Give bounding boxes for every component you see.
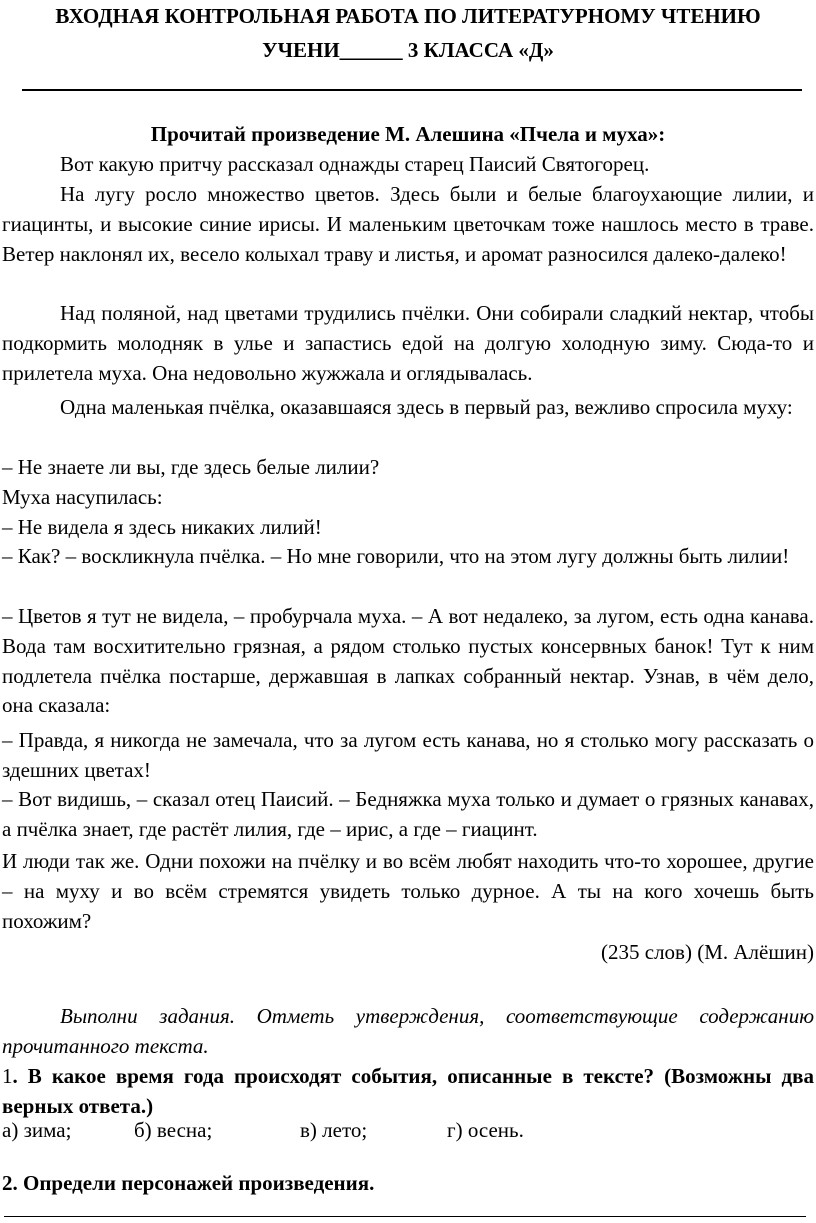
dialogue-line-2: – Не видела я здесь никаких лилий! (2, 515, 322, 539)
source-attribution: (235 слов) (М. Алёшин) (601, 940, 814, 964)
paragraph-4: Одна маленькая пчёлка, оказавшаяся здесь в первый раз, вежливо спросила муху: (60, 395, 793, 419)
question-2: 2. Определи персонажей произведения. (2, 1171, 375, 1195)
option-b: б) весна; (134, 1118, 213, 1142)
paragraph-3: Над поляной, над цветами трудились пчёлки. Они собирали сладкий нектар, чтобы подкормить молодняк в улье и запастись едой на долгую холодную зиму. Сюда-то и прилетела муха. Она недовольно жужжала и оглядывалась. (2, 301, 814, 385)
option-a: а) зима; (2, 1118, 72, 1142)
dialogue-line-3: – Как? – воскликнула пчёлка. – Но мне говорили, что на этом лугу должны быть лилии! (2, 544, 790, 568)
student-class-line: УЧЕНИ______ 3 КЛАССА «Д» (262, 38, 554, 62)
worksheet-title: ВХОДНАЯ КОНТРОЛЬНАЯ РАБОТА ПО ЛИТЕРАТУРНОМУ ЧТЕНИЮ (55, 4, 761, 28)
task-instruction: Выполни задания. Отметь утверждения, соответствующие содержанию прочитанного текста. (2, 1004, 814, 1058)
option-d: г) осень. (447, 1118, 524, 1142)
question-1-number: 1 (2, 1064, 13, 1088)
dialogue-line-6: – Вот видишь, – сказал отец Паисий. – Бедняжка муха только и думает о грязных канавах, а пчёлка знает, где растёт лилия, где – ирис, а где – гиацинт. (2, 787, 814, 841)
dialogue-line-5: – Правда, я никогда не замечала, что за лугом есть канава, но я столько могу рассказать о здешних цветах! (2, 728, 814, 782)
name-underline (22, 89, 802, 91)
dialogue-line-4: – Цветов я тут не видела, – пробурчала муха. – А вот недалеко, за лугом, есть одна канава. Вода там восхитительно грязная, а рядом столько пустых консервных банок! Тут к ним подлетела пчёлка постарше, державшая в лапках собранный нектар. Узнав, в чём дело, она сказала: (2, 604, 814, 718)
answer-line (4, 1216, 806, 1217)
moral-paragraph: И люди так же. Одни похожи на пчёлку и во всём любят находить что-то хорошее, другие – на муху и во всём стремятся увидеть только дурное. А ты на кого хочешь быть похожим? (2, 849, 814, 933)
paragraph-2: На лугу росло множество цветов. Здесь были и белые благоухающие лилии, и гиацинты, и высокие синие ирисы. И маленьким цветочкам тоже нашлось место в траве. Ветер наклонял их, весело колыхал траву и листья, и аромат разносился далеко-далеко! (2, 182, 814, 266)
option-c: в) лето; (300, 1118, 368, 1142)
question-1 (2, 1062, 814, 1122)
question-1-text: . В какое время года происходят события, описанные в тексте? (Возможны два верных ответа.) (2, 1064, 814, 1118)
reading-heading: Прочитай произведение М. Алешина «Пчела и муха»: (150, 122, 666, 146)
narration-line: Муха насупилась: (2, 485, 163, 509)
dialogue-line-1: – Не знаете ли вы, где здесь белые лилии? (2, 455, 380, 479)
paragraph-1: Вот какую притчу рассказал однажды старец Паисий Святогорец. (60, 152, 650, 176)
